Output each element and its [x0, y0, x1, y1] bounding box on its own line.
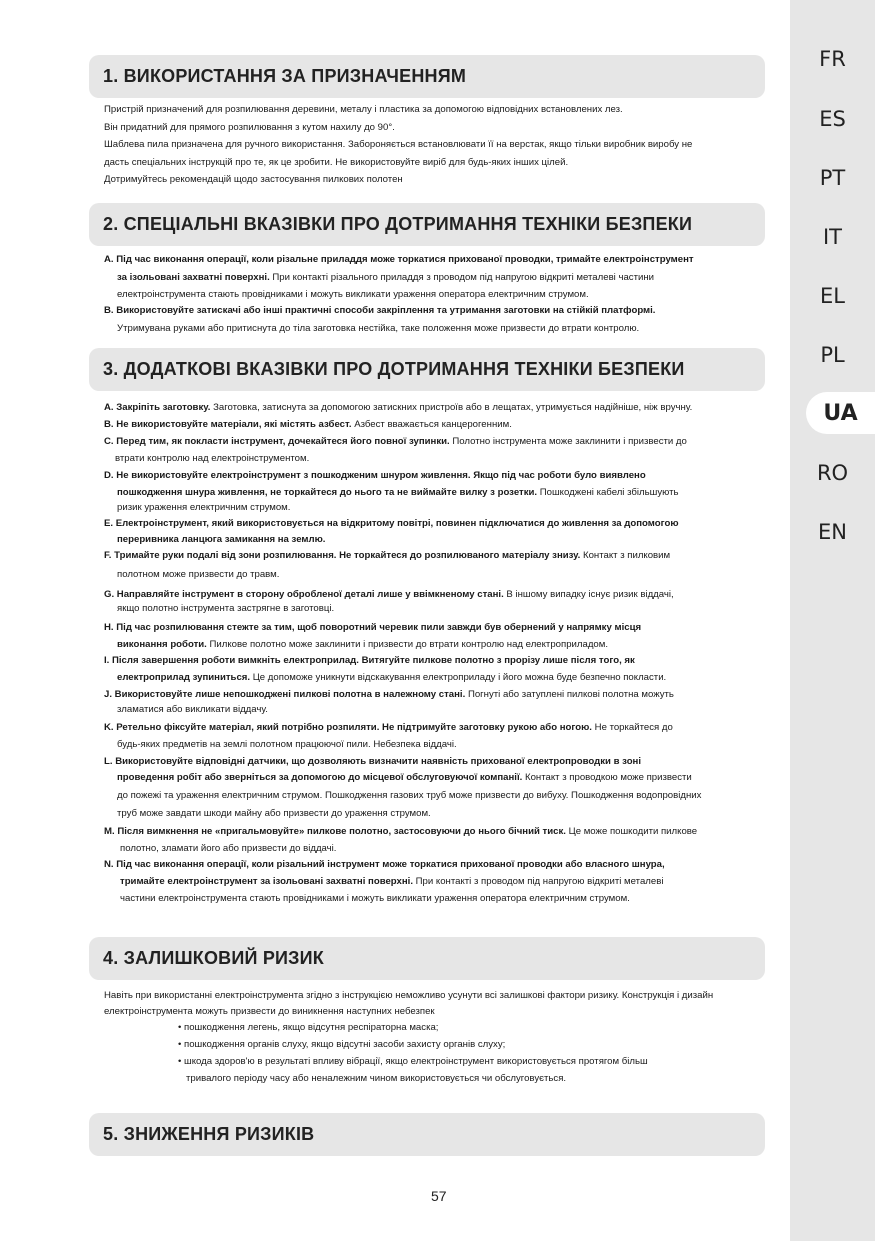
- s3-item-k-text: Не торкайтеся до: [591, 722, 673, 733]
- s3-item-d-text: Пошкоджені кабелі збільшують: [537, 487, 679, 498]
- s3-item-k-bold: K. Ретельно фіксуйте матеріал, який потрібно розпиляти. Не підтримуйте заготовку рукою або ногою.: [104, 722, 592, 733]
- s2-item-b-line-2: Утримувана руками або притиснута до тіла заготовка нестійка, таке положення може призвести до втрати контролю.: [117, 323, 640, 334]
- s3-item-h-text: Пилкове полотно може заклинити і призвести до втрати контролю над електроприладом.: [206, 639, 609, 650]
- s3-item-j-line-2: зламатися або викликати віддачу.: [117, 704, 268, 715]
- s3-item-l-bold-2: проведення робіт або зверніться за допомогою до місцевої обслуговуючої компанії.: [117, 772, 523, 783]
- s3-item-j-text: Погнуті або затуплені пилкові полотна можуть: [465, 689, 674, 700]
- s4-line-1: Навіть при використанні електроінструмента згідно з інструкцією неможливо усунути всі залишкові фактори ризику. Конструкція і дизайн: [104, 990, 714, 1001]
- s3-item-n: [104, 856, 665, 874]
- s3-item-n-line-2: [120, 873, 663, 891]
- s1-line-1: Пристрій призначений для розпилювання деревини, металу і пластика за допомогою відповідних встановлених лез.: [104, 104, 623, 115]
- lang-tab-en[interactable]: EN: [818, 520, 847, 544]
- s3-item-k: [104, 719, 673, 737]
- lang-tab-ro[interactable]: RO: [816, 461, 849, 485]
- section-4-title: 4. ЗАЛИШКОВИЙ РИЗИК: [103, 948, 324, 968]
- s3-item-l-line-4: труб може завдати шкоди майну або призвести до ураження струмом.: [117, 808, 431, 819]
- s3-item-i-bold: I. Після завершення роботи вимкніть електроприлад. Витягуйте пилкове полотно з прорізу лише після того, як: [104, 655, 635, 666]
- s2-item-a-bold: A. Під час виконання операції, коли різальне приладдя може торкатися прихованої проводки, тримайте електроінструмент: [104, 254, 694, 265]
- s3-item-c-bold: C. Перед тим, як покласти інструмент, дочекайтеся його повної зупинки.: [104, 436, 450, 447]
- s3-item-d: [104, 467, 646, 485]
- s3-item-m-text: Це може пошкодити пилкове: [565, 826, 698, 837]
- s3-item-h-bold-2: виконання роботи.: [117, 639, 207, 650]
- s4-line-2: електроінструмента можуть призвести до виникнення наступних небезпек: [104, 1006, 435, 1017]
- s3-item-m-line-2: полотно, зламати його або призвести до віддачі.: [120, 843, 337, 854]
- section-2-title: 2. СПЕЦІАЛЬНІ ВКАЗІВКИ ПРО ДОТРИМАННЯ ТЕХНІКИ БЕЗПЕКИ: [103, 214, 693, 234]
- s3-item-a: [104, 399, 692, 417]
- s3-item-a-text: Заготовка, затиснута за допомогою затискних пристроїв або в лещатах, утримується надійніше, ніж вручну.: [210, 402, 693, 413]
- s3-item-f-text: Контакт з пилковим: [580, 550, 671, 561]
- s2-item-a-line-3: електроінструмента стають провідниками і можуть викликати ураження оператора електричним струмом.: [117, 289, 589, 300]
- s4-bullet-3-line-2: тривалого періоду часу або неналежним чином використовується чи обслуговується.: [186, 1073, 567, 1084]
- lang-tab-pl[interactable]: PL: [820, 343, 845, 367]
- s3-item-h-line-2: [117, 636, 608, 654]
- s3-item-k-line-2: будь-яких предметів на землі полотном працюючої пили. Небезпека віддачі.: [117, 739, 457, 750]
- s3-item-n-bold: N. Під час виконання операції, коли різальний інструмент може торкатися прихованої проводки або власного шнура,: [104, 859, 665, 870]
- s3-item-i-bold-2: електроприлад зупиниться.: [117, 672, 251, 683]
- s3-item-i-text: Це допоможе уникнути відскакування електроприладу і його можна буде безпечно покласти.: [250, 672, 667, 683]
- s3-item-d-bold: D. Не використовуйте електроінструмент з пошкодженим шнуром живлення. Якщо під час роботи було виявлено: [104, 470, 646, 481]
- s3-item-l-text: Контакт з проводкою може призвести: [522, 772, 692, 783]
- section-2-header: [89, 203, 765, 246]
- section-3-title: 3. ДОДАТКОВІ ВКАЗІВКИ ПРО ДОТРИМАННЯ ТЕХНІКИ БЕЗПЕКИ: [103, 359, 685, 379]
- s1-line-4: дасть спеціальних інструкцій про те, як це зробити. Не використовуйте виріб для будь-яких інших цілей.: [104, 157, 569, 168]
- page-number: 57: [431, 1188, 447, 1204]
- s2-item-a-text: При контакті різального приладдя з проводом під напругою відкриті металеві частини: [269, 272, 655, 283]
- s3-item-g-text: В іншому випадку існує ризик віддачі,: [503, 589, 674, 600]
- s3-item-l: [104, 753, 641, 771]
- s3-item-b-bold: B. Не використовуйте матеріали, які містять азбест.: [104, 419, 352, 430]
- s3-item-n-text: При контакті з проводом під напругою відкриті металеві: [413, 876, 664, 887]
- s3-item-g-line-2: якщо полотно інструмента застрягне в заготовці.: [117, 603, 335, 614]
- s3-item-e-line-2: [117, 531, 325, 549]
- s2-item-b-line-1: [104, 302, 655, 320]
- s3-item-d-bold-2: пошкодження шнура живлення, не торкайтеся до нього та не виймайте вилку з розетки.: [117, 487, 538, 498]
- s3-item-c: [104, 433, 687, 451]
- section-3-header: [89, 348, 765, 391]
- section-5-title: 5. ЗНИЖЕННЯ РИЗИКІВ: [103, 1124, 315, 1144]
- lang-tab-ua[interactable]: UA: [823, 401, 858, 426]
- lang-tab-fr[interactable]: FR: [819, 47, 846, 71]
- s3-item-e: [104, 515, 679, 533]
- s3-item-d-line-3: ризик ураження електричним струмом.: [117, 502, 291, 513]
- s3-item-g-bold: G. Направляйте інструмент в сторону обробленої деталі лише у ввімкненому стані.: [104, 589, 504, 600]
- s3-item-b-text: Азбест вважається канцерогенним.: [351, 419, 512, 430]
- s3-item-l-line-2: [117, 769, 692, 787]
- s3-item-i-line-2: [117, 669, 666, 687]
- s4-bullet-1: • пошкодження легень, якщо відсутня респіраторна маска;: [178, 1022, 439, 1033]
- s2-item-a-line-2: [117, 269, 654, 287]
- lang-tab-es[interactable]: ES: [819, 107, 846, 131]
- s3-item-n-line-3: частини електроінструмента стають провідниками і можуть викликати ураження оператора електричним струмом.: [120, 893, 630, 904]
- section-1-header: [89, 55, 765, 98]
- s3-item-j-bold: J. Використовуйте лише непошкоджені пилкові полотна в належному стані.: [104, 689, 466, 700]
- lang-tab-pt[interactable]: PT: [819, 166, 846, 190]
- s3-item-f-line-2: полотном може призвести до травм.: [117, 569, 280, 580]
- s3-item-l-line-3: до пожежі та ураження електричним струмом. Пошкодження газових труб може призвести до вибуху. Пошкодження водопровідних: [117, 790, 702, 801]
- s3-item-b: [104, 416, 512, 434]
- s2-item-b-bold: B. Використовуйте затискачі або інші практичні способи закріплення та утримання заготовки на стійкій платформі.: [104, 305, 656, 316]
- s3-item-m-bold: M. Після вимкнення не «пригальмовуйте» пилкове полотно, застосовуючи до нього бічний тиск.: [104, 826, 566, 837]
- s4-bullet-3: • шкода здоров'ю в результаті впливу вібрації, якщо електроінструмент використовується протягом більш: [178, 1056, 648, 1067]
- s3-item-c-text: Полотно інструмента може заклинити і призвести до: [449, 436, 687, 447]
- s3-item-e-bold-2: переривника ланцюга замикання на землю.: [117, 534, 326, 545]
- s2-item-a-bold-2: за ізольовані захватні поверхні.: [117, 272, 270, 283]
- lang-tab-it[interactable]: IT: [822, 225, 843, 249]
- s1-line-2: Він придатний для прямого розпилювання з кутом нахилу до 90°.: [104, 122, 395, 133]
- s4-bullet-2: • пошкодження органів слуху, якщо відсутні засоби захисту органів слуху;: [178, 1039, 506, 1050]
- s1-line-3: Шаблева пила призначена для ручного використання. Забороняється встановлювати її на верстак, якщо тільки виробник виробу не: [104, 139, 693, 150]
- s3-item-e-bold: E. Електроінструмент, який використовується на відкритому повітрі, повинен підключатися до живлення за допомогою: [104, 518, 679, 529]
- s1-line-5: Дотримуйтесь рекомендацій щодо застосування пилкових полотен: [104, 174, 403, 185]
- s3-item-h: [104, 619, 641, 637]
- s3-item-l-bold: L. Використовуйте відповідні датчики, що дозволяють визначити наявність прихованої електропроводки в зоні: [104, 756, 642, 767]
- s3-item-m: [104, 823, 697, 841]
- s3-item-f: [104, 547, 670, 565]
- s3-item-h-bold: H. Під час розпилювання стежте за тим, щоб поворотний черевик пили завжди був обернений у напрямку місця: [104, 622, 642, 633]
- lang-tab-el[interactable]: EL: [820, 284, 845, 308]
- s3-item-a-bold: A. Закріпіть заготовку.: [104, 402, 211, 413]
- section-5-header: [89, 1113, 765, 1156]
- s3-item-i: [104, 652, 635, 670]
- s3-item-n-bold-2: тримайте електроінструмент за ізольовані захватні поверхні.: [120, 876, 413, 887]
- s3-item-f-bold: F. Тримайте руки подалі від зони розпилювання. Не торкайтеся до розпилюваного матеріалу знизу.: [104, 550, 581, 561]
- section-1-title: 1. ВИКОРИСТАННЯ ЗА ПРИЗНАЧЕННЯМ: [103, 66, 467, 86]
- section-4-header: [89, 937, 765, 980]
- s2-item-a-line-1: [104, 251, 694, 269]
- s3-item-c-line-2: втрати контролю над електроінструментом.: [115, 453, 310, 464]
